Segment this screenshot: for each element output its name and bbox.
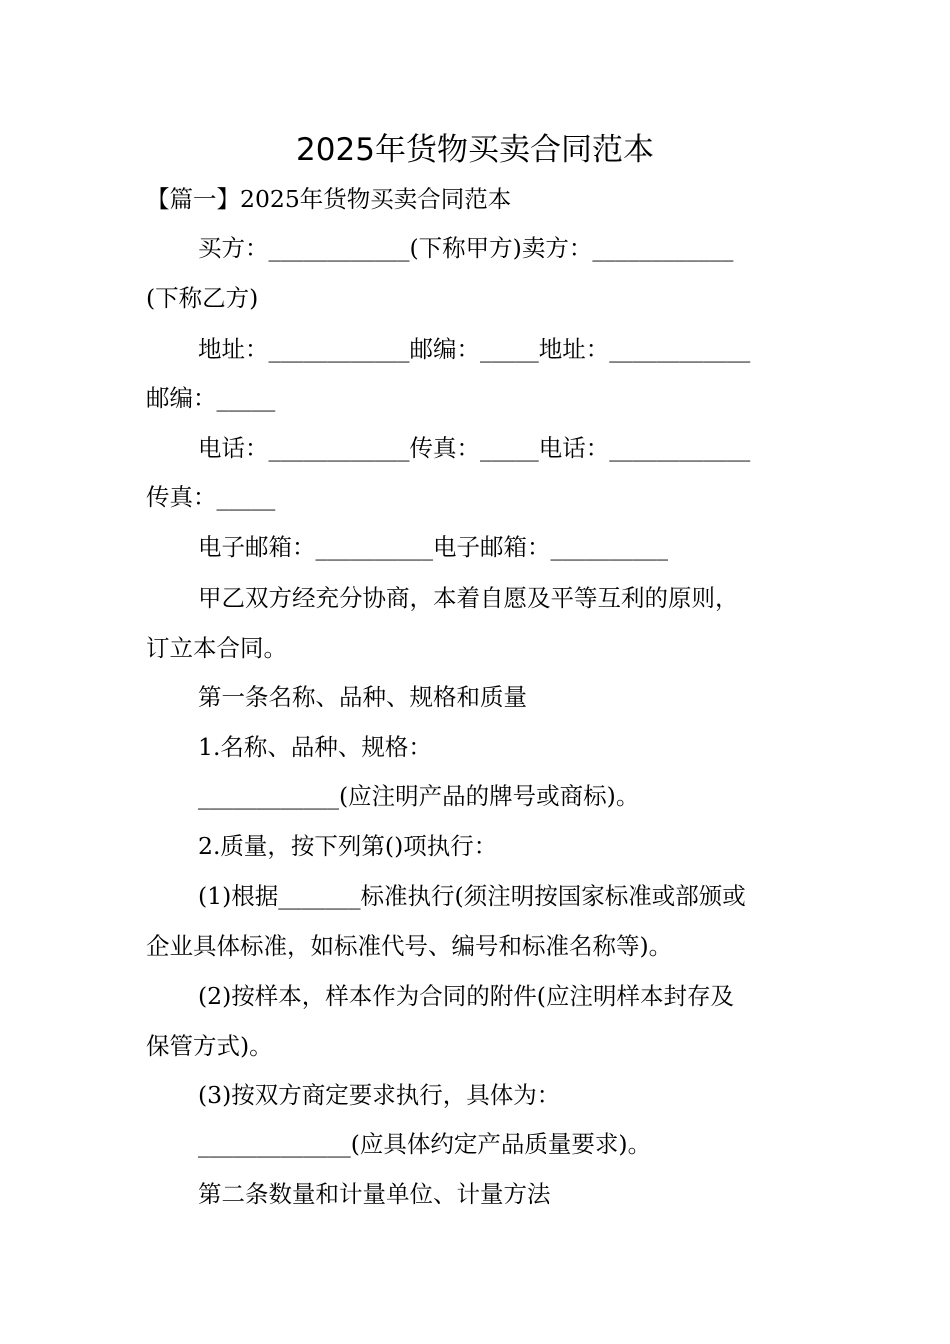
phone-line: 电话：____________传真：_____电话：____________ xyxy=(198,434,751,462)
preamble-line: 甲乙双方经充分协商，本着自愿及平等互利的原则， xyxy=(198,584,739,612)
email-line: 电子邮箱：__________电子邮箱：__________ xyxy=(198,533,668,561)
address-line: 地址：____________邮编：_____地址：____________ xyxy=(198,335,751,363)
clause-2-item-1: (1)根据_______标准执行(须注明按国家标准或部颁或 xyxy=(198,882,746,910)
article-two-heading: 第二条数量和计量单位、计量方法 xyxy=(198,1180,551,1208)
preamble-line-cont: 订立本合同。 xyxy=(146,634,287,662)
article-one-heading: 第一条名称、品种、规格和质量 xyxy=(198,683,527,711)
clause-2-item-2-cont: 保管方式)。 xyxy=(146,1032,273,1060)
buyer-seller-line-cont: (下称乙方) xyxy=(146,284,259,312)
clause-1-blank: ____________(应注明产品的牌号或商标)。 xyxy=(198,782,640,810)
address-line-cont: 邮编：_____ xyxy=(146,384,276,412)
clause-2-item-3: (3)按双方商定要求执行，具体为： xyxy=(198,1081,561,1109)
phone-line-cont: 传真：_____ xyxy=(146,483,276,511)
clause-2-item-2: (2)按样本，样本作为合同的附件(应注明样本封存及 xyxy=(198,982,734,1010)
clause-2-item-1-cont: 企业具体标准，如标准代号、编号和标准名称等)。 xyxy=(146,932,673,960)
section-heading: 【篇一】2025年货物买卖合同范本 xyxy=(146,185,512,213)
clause-2: 2.质量，按下列第()项执行： xyxy=(198,832,498,860)
clause-1: 1.名称、品种、规格： xyxy=(198,733,432,761)
clause-2-item-3-blank: _____________(应具体约定产品质量要求)。 xyxy=(198,1130,652,1158)
buyer-seller-line: 买方：____________(下称甲方)卖方：____________ xyxy=(198,234,734,262)
document-title: 2025年货物买卖合同范本 xyxy=(296,132,654,168)
